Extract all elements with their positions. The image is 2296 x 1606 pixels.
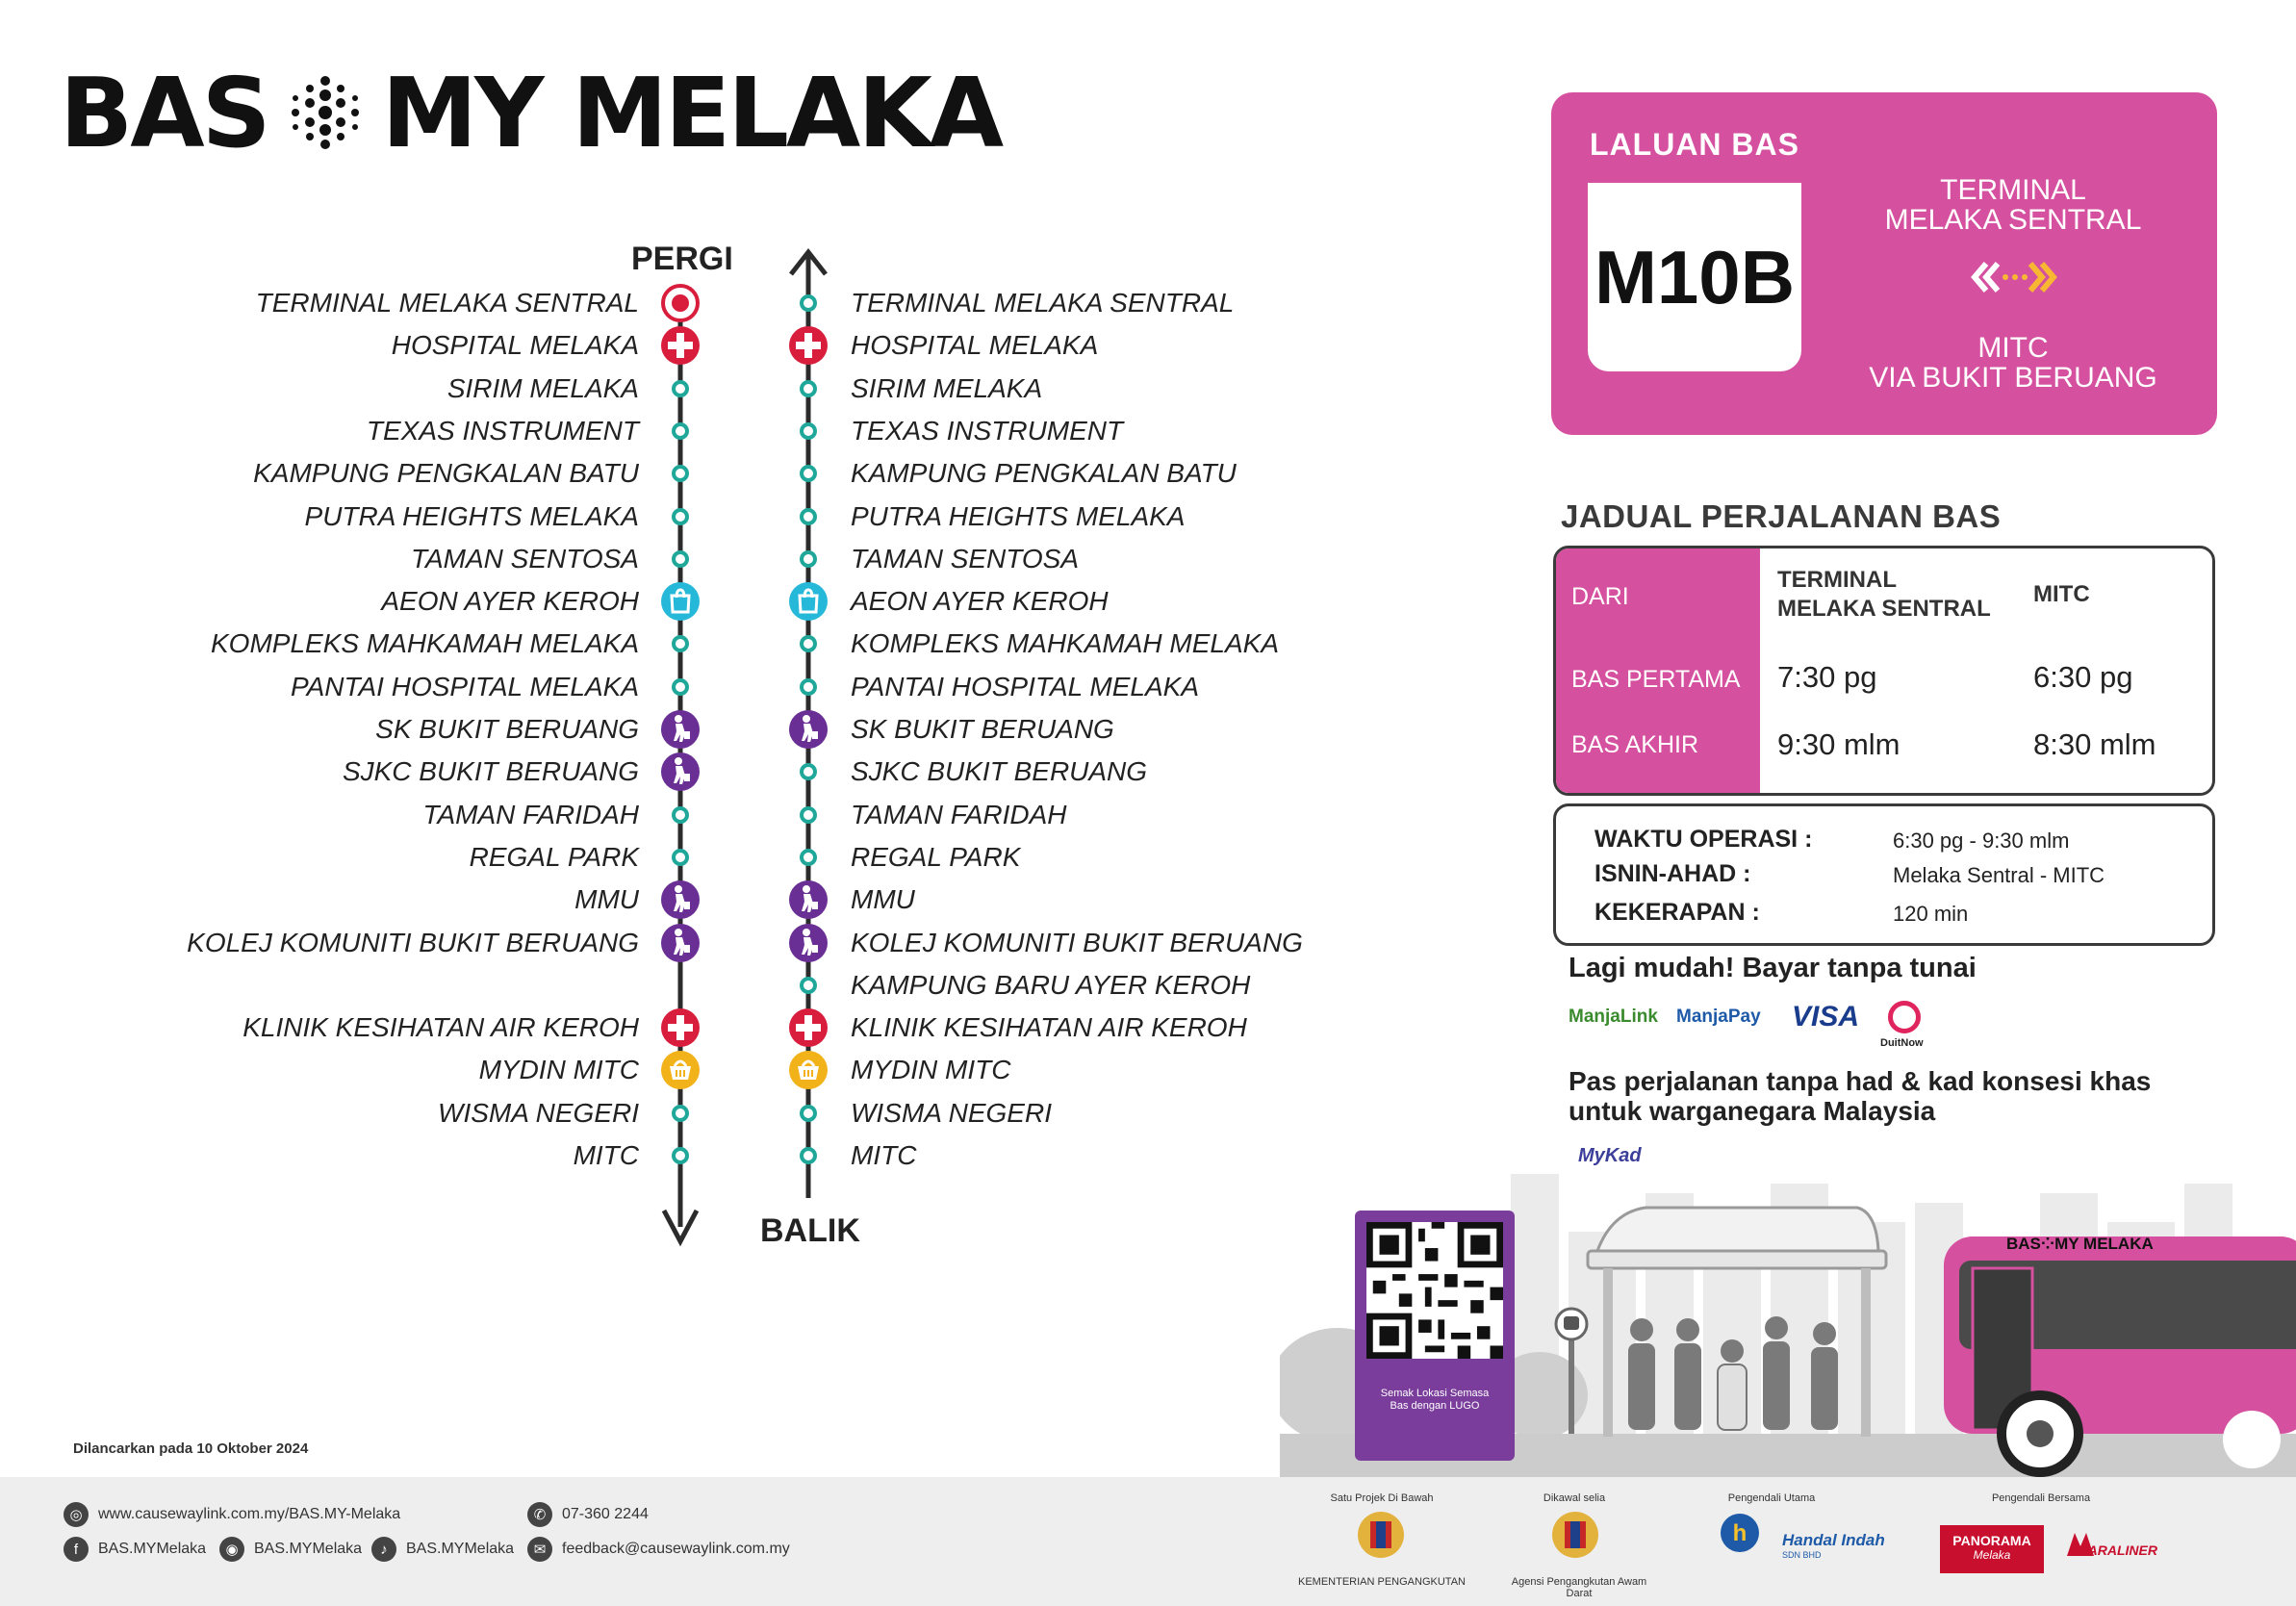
stop-dot-icon [659, 410, 702, 452]
stop-dot-icon [659, 496, 702, 538]
bas-akhir-label: BAS AKHIR [1571, 731, 1698, 758]
org1-name: KEMENTERIAN PENGANGKUTAN [1298, 1576, 1466, 1588]
stop-dot-icon [787, 964, 829, 1007]
school-icon [659, 751, 702, 793]
phone-text: 07-360 2244 [562, 1506, 649, 1522]
pass-info [1569, 1066, 2223, 1126]
svg-text:h: h [1732, 1520, 1748, 1546]
stop-dot-icon [659, 368, 702, 410]
email-link[interactable] [527, 1537, 790, 1562]
balik-stop-label: KOMPLEKS MAHKAMAH MELAKA [851, 628, 1280, 658]
org3-sub: SDN BHD [1782, 1550, 1822, 1560]
facebook-icon: f [64, 1537, 89, 1562]
stop-dot-icon [787, 751, 829, 793]
balik-stop-label: KAMPUNG PENGKALAN BATU [851, 458, 1237, 488]
pergi-stop-label: SK BUKIT BERUANG [375, 714, 639, 744]
balik-stop-label: MMU [851, 884, 915, 914]
bus-logo: BAS⁘MY MELAKA [2006, 1235, 2154, 1253]
market-icon [787, 1049, 829, 1091]
balik-stop-label: TERMINAL MELAKA SENTRAL [851, 288, 1235, 318]
balik-stop-label: KLINIK KESIHATAN AIR KEROH [851, 1012, 1247, 1042]
pergi-stop-label: REGAL PARK [469, 842, 639, 872]
operations-box [1553, 803, 2215, 946]
apad-crest-icon [1542, 1508, 1609, 1562]
waktu-value: 6:30 pg - 9:30 mlm [1893, 828, 2070, 853]
balik-stop-label: PUTRA HEIGHTS MELAKA [851, 501, 1186, 531]
balik-stop-label: TAMAN SENTOSA [851, 544, 1080, 574]
org2-caption: Dikawal selia [1543, 1492, 1606, 1504]
tiktok-icon: ♪ [371, 1537, 396, 1562]
last-terminal-time: 9:30 mlm [1777, 727, 1901, 761]
pergi-stop-label: MMU [574, 884, 639, 914]
malaysia-crest-icon [1347, 1508, 1415, 1562]
balik-stop-label: SJKC BUKIT BERUANG [851, 756, 1148, 786]
balik-stop-label: HOSPITAL MELAKA [851, 330, 1099, 360]
first-terminal-time: 7:30 pg [1777, 660, 1877, 694]
balik-stop-label: WISMA NEGERI [851, 1098, 1052, 1128]
pergi-stop-label: KOMPLEKS MAHKAMAH MELAKA [210, 628, 639, 658]
school-icon [787, 708, 829, 751]
stop-dot-icon [787, 836, 829, 879]
isnin-value: Melaka Sentral - MITC [1893, 863, 2105, 887]
phone-icon: ✆ [527, 1502, 552, 1527]
pergi-stop-label: PUTRA HEIGHTS MELAKA [304, 501, 639, 531]
laluan-label: LALUAN BAS [1590, 127, 1799, 162]
hospital-icon [787, 324, 829, 367]
instagram-icon: ◉ [219, 1537, 244, 1562]
payment-title: Lagi mudah! Bayar tanpa tunai [1569, 953, 1977, 983]
instagram-link[interactable] [219, 1537, 362, 1562]
route-panel [1551, 92, 2217, 435]
pergi-label: PERGI [631, 241, 733, 277]
panel-to-line2: VIA BUKIT BERUANG [1869, 362, 2157, 394]
waktu-label: WAKTU OPERASI : [1594, 826, 1813, 853]
stop-dot-icon [787, 794, 829, 836]
school-icon [787, 922, 829, 964]
balik-stop-label: MITC [851, 1140, 917, 1170]
pergi-stop-label: KOLEJ KOMUNITI BUKIT BERUANG [187, 928, 639, 957]
stop-dot-icon [787, 368, 829, 410]
stop-dot-icon [787, 410, 829, 452]
balik-stop-label: MYDIN MITC [851, 1055, 1011, 1084]
org4-caption: Pengendali Bersama [1991, 1492, 2091, 1504]
mail-icon: ✉ [527, 1537, 552, 1562]
balik-stop-label: TEXAS INSTRUMENT [851, 416, 1124, 446]
duitnow-label: DuitNow [1880, 1037, 1924, 1049]
balik-stop-label: SK BUKIT BERUANG [851, 714, 1114, 744]
school-icon [659, 879, 702, 921]
panel-from-line1: TERMINAL [1940, 174, 2086, 206]
stop-dot-icon [659, 836, 702, 879]
qr-caption-line1: Semak Lokasi Semasa [1380, 1388, 1490, 1399]
qr-code-icon[interactable] [1366, 1222, 1503, 1359]
phone-link[interactable] [527, 1502, 649, 1527]
kekerapan-label: KEKERAPAN : [1594, 899, 1760, 926]
pass-line2: untuk warganegara Malaysia [1569, 1096, 1936, 1126]
tiktok-text: BAS.MYMelaka [406, 1541, 515, 1557]
manjalink-logo: ManjaLink [1569, 1007, 1658, 1027]
pergi-stop-label: TEXAS INSTRUMENT [366, 416, 639, 446]
manjapay-logo: ManjaPay [1676, 1007, 1761, 1027]
pergi-stop-label: WISMA NEGERI [438, 1098, 639, 1128]
email-text: feedback@causewaylink.com.my [562, 1541, 790, 1557]
school-icon [659, 708, 702, 751]
org2-name: Agensi Pengangkutan Awam Darat [1511, 1576, 1647, 1599]
hospital-icon [787, 1007, 829, 1049]
first-mitc-time: 6:30 pg [2033, 660, 2133, 694]
stop-dot-icon [659, 452, 702, 495]
org4-name1: PANORAMA [1952, 1533, 2031, 1548]
balik-stop-label: KOLEJ KOMUNITI BUKIT BERUANG [851, 928, 1303, 957]
stop-dot-icon [787, 538, 829, 580]
logo-text-right: MY MELAKA [381, 56, 1002, 169]
balik-stop-label: AEON AYER KEROH [851, 586, 1109, 616]
balik-label: BALIK [760, 1212, 860, 1249]
stop-dot-icon [787, 623, 829, 665]
website-text: www.causewaylink.com.my/BAS.MY-Melaka [98, 1506, 401, 1522]
shopping-icon [787, 580, 829, 623]
stop-dot-icon [659, 538, 702, 580]
market-icon [659, 1049, 702, 1091]
facebook-link[interactable] [64, 1537, 206, 1562]
stop-dot-icon [659, 623, 702, 665]
col-terminal-line1: TERMINAL [1777, 567, 1897, 593]
website-link[interactable] [64, 1502, 400, 1527]
panel-from-line2: MELAKA SENTRAL [1884, 204, 2142, 236]
pergi-stop-label: TERMINAL MELAKA SENTRAL [255, 288, 639, 318]
org3-caption: Pengendali Utama [1727, 1492, 1816, 1504]
shopping-icon [659, 580, 702, 623]
pergi-stop-label: MYDIN MITC [478, 1055, 639, 1084]
instagram-text: BAS.MYMelaka [254, 1541, 363, 1557]
bas-pertama-label: BAS PERTAMA [1571, 666, 1741, 693]
dari-label: DARI [1571, 583, 1629, 610]
stop-dot-icon [659, 1092, 702, 1134]
school-icon [659, 922, 702, 964]
brand-logo [60, 56, 1002, 169]
balik-stop-label: TAMAN FARIDAH [851, 800, 1067, 829]
balik-stop-label: KAMPUNG BARU AYER KEROH [851, 970, 1251, 1000]
route-code-box [1588, 183, 1801, 371]
kekerapan-value: 120 min [1893, 902, 1969, 926]
stop-dot-icon [787, 666, 829, 708]
org1-caption: Satu Projek Di Bawah [1330, 1492, 1434, 1504]
tiktok-link[interactable] [371, 1537, 514, 1562]
route-code: M10B [1594, 234, 1796, 319]
terminal-icon [659, 282, 702, 324]
pergi-stop-label: KAMPUNG PENGKALAN BATU [253, 458, 639, 488]
balik-stop-label: PANTAI HOSPITAL MELAKA [851, 672, 1200, 701]
panel-to-line1: MITC [1977, 332, 2049, 364]
qr-sign [1355, 1211, 1515, 1461]
pergi-stop-label: TAMAN FARIDAH [422, 800, 639, 829]
pergi-stop-label: AEON AYER KEROH [381, 586, 639, 616]
org4-name2: Melaka [1973, 1548, 2011, 1562]
col-terminal-line2: MELAKA SENTRAL [1777, 596, 1991, 622]
last-mitc-time: 8:30 mlm [2033, 727, 2156, 761]
stop-dot-icon [659, 794, 702, 836]
stop-dot-icon [659, 666, 702, 708]
col-mitc: MITC [2033, 581, 2090, 607]
qr-caption-line2: Bas dengan LUGO [1390, 1400, 1480, 1412]
pergi-stop-label: PANTAI HOSPITAL MELAKA [290, 672, 639, 701]
pergi-stop-label: MITC [573, 1140, 639, 1170]
balik-stop-label: REGAL PARK [851, 842, 1021, 872]
stop-dot-icon [787, 282, 829, 324]
schedule-table [1553, 546, 2215, 796]
org3-name: Handal Indah [1782, 1531, 1885, 1549]
stop-dot-icon [787, 452, 829, 495]
pergi-stop-label: SJKC BUKIT BERUANG [342, 756, 639, 786]
stop-dot-icon [659, 1134, 702, 1177]
pergi-stop-label: HOSPITAL MELAKA [391, 330, 639, 360]
stop-dot-icon [787, 1092, 829, 1134]
stop-dot-icon [787, 496, 829, 538]
isnin-label: ISNIN-AHAD : [1594, 860, 1751, 887]
launch-date: Dilancarkan pada 10 Oktober 2024 [73, 1440, 309, 1457]
duitnow-icon [1888, 1001, 1921, 1033]
visa-logo: VISA [1792, 1001, 1860, 1032]
mykad-logo: MyKad [1578, 1145, 1642, 1166]
school-icon [787, 879, 829, 921]
hospital-icon [659, 1007, 702, 1049]
footer [0, 1477, 2296, 1606]
logo-dots-icon [284, 71, 367, 154]
pass-line1: Pas perjalanan tanpa had & kad konsesi khas [1569, 1066, 2152, 1096]
stop-dot-icon [787, 1134, 829, 1177]
bidirectional-arrow-icon [1967, 258, 2059, 296]
logo-text-left: BAS [60, 56, 268, 169]
globe-icon: ◎ [64, 1502, 89, 1527]
qr-caption [1355, 1388, 1515, 1413]
balik-stop-label: SIRIM MELAKA [851, 373, 1043, 403]
pergi-stop-label: KLINIK KESIHATAN AIR KEROH [242, 1012, 639, 1042]
hospital-icon [659, 324, 702, 367]
schedule-title: JADUAL PERJALANAN BAS [1561, 498, 2002, 534]
org5-name: MARALINER [2077, 1542, 2157, 1558]
panorama-logo [1940, 1525, 2044, 1573]
facebook-text: BAS.MYMelaka [98, 1541, 207, 1557]
handal-indah-icon [1719, 1512, 1761, 1554]
pergi-stop-label: SIRIM MELAKA [446, 373, 639, 403]
pergi-stop-label: TAMAN SENTOSA [410, 544, 639, 574]
